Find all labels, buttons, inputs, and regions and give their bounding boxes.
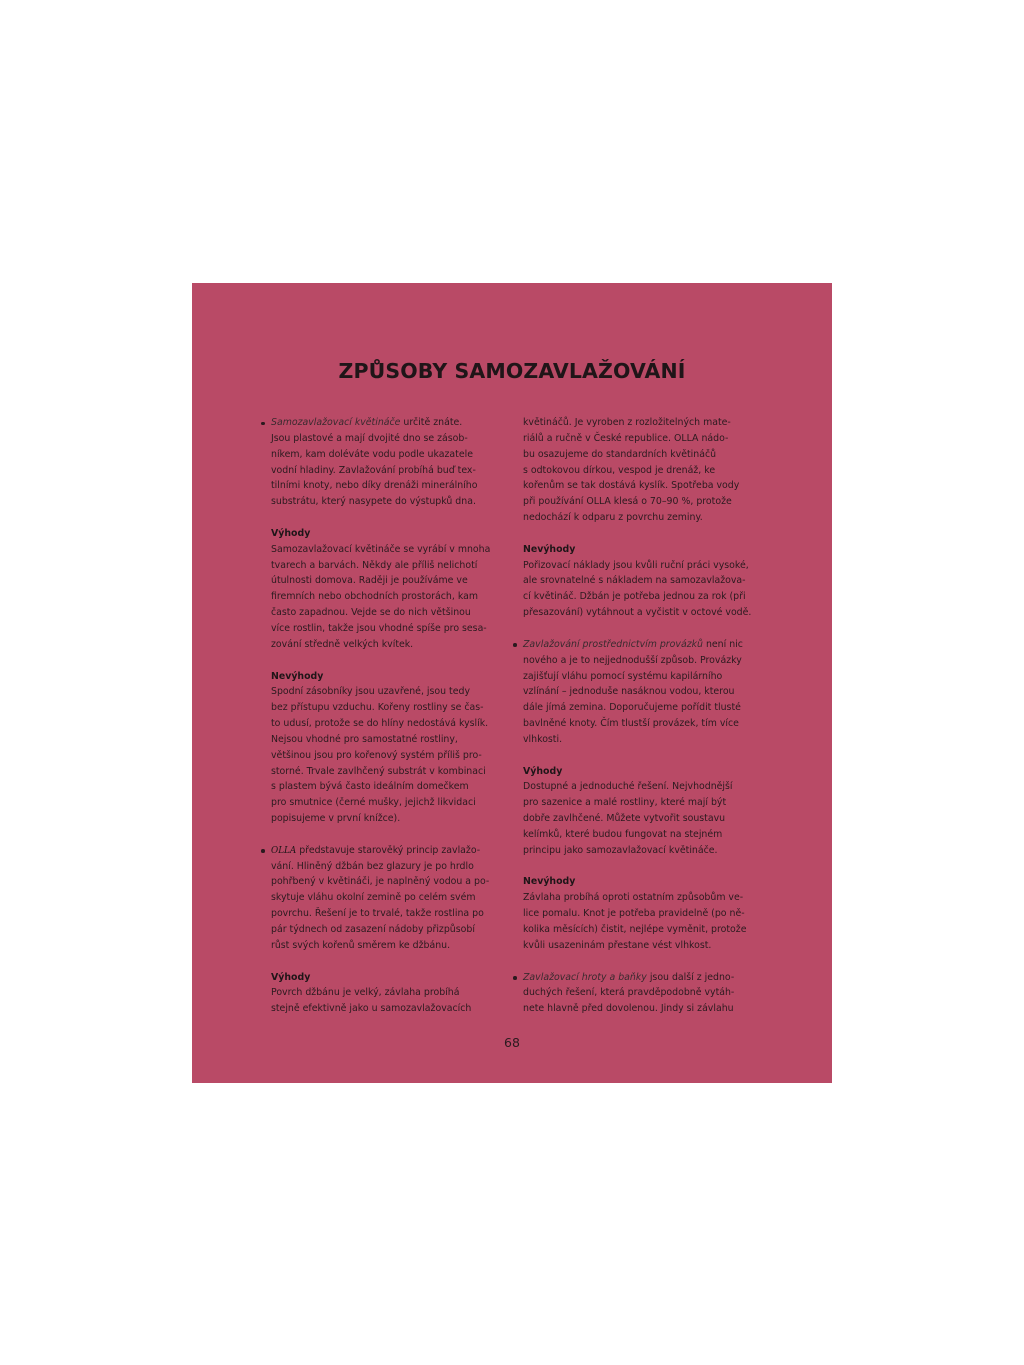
olla-brand-text: OLLA — [271, 845, 297, 856]
spacer — [523, 859, 763, 875]
body-text: květináčů. Je vyroben z rozložitelných mate- — [523, 417, 731, 428]
body-text: lice pomalu. Knot je potřeba pravidelně (po ně- — [523, 908, 745, 920]
body-text: pro smutnice (černé mušky, jejichž likvidaci — [271, 797, 476, 809]
body-text: často zapadnou. Vejde se do nich většinou — [271, 607, 471, 619]
body-text: bavlněné knoty. Čím tlustší provázek, tím více — [523, 718, 739, 730]
body-text: bu osazujeme do standardních květináčů — [523, 448, 717, 460]
body-text: tvarech a barvách. Někdy ale příliš nelichotí — [271, 559, 478, 571]
body-text: povrchu. Řešení je to trvalé, takže rostlina po — [271, 908, 484, 920]
body-text: vlhkosti. — [523, 733, 563, 745]
body-text: riálů a ručně v České republice. OLLA nádo- — [523, 432, 729, 444]
body-text: storné. Trvale zavlhčený substrát v kombinaci — [271, 765, 486, 777]
section-heading: Nevýhody — [271, 670, 324, 682]
body-text: útulnosti domova. Raději je používáme ve — [271, 575, 468, 587]
body-text: pro sazenice a malé rostliny, které mají být — [523, 797, 727, 809]
body-text: představuje starověký princip zavlažo- — [296, 844, 481, 856]
body-text: pár týdnech od zasazení nádoby přizpůsobí — [271, 924, 475, 935]
body-text: skytuje vláhu okolní zemině po celém svém — [271, 892, 476, 904]
body-text: Spodní zásobníky jsou uzavřené, jsou tedy — [271, 686, 470, 698]
spacer — [523, 621, 763, 637]
spacer — [271, 954, 511, 970]
book-page — [192, 283, 832, 1083]
emphasis-text: Zavlažovací hroty a baňky — [523, 971, 647, 983]
spacer — [271, 510, 511, 526]
list-item — [523, 637, 763, 653]
spacer — [523, 526, 763, 542]
page-title: ZPŮSOBY SAMOZAVLAŽOVÁNÍ — [338, 359, 686, 383]
list-item — [523, 970, 763, 986]
body-text: vání. Hliněný džbán bez glazury je po hrdlo — [271, 860, 474, 872]
body-text: principu jako samozavlažovací květináče. — [523, 844, 718, 856]
body-text: určitě znáte. — [400, 417, 463, 428]
spacer — [523, 748, 763, 764]
section-heading: Výhody — [271, 971, 311, 983]
list-item — [271, 415, 511, 431]
body-text: Pořizovací náklady jsou kvůli ruční práci vysoké, — [523, 559, 749, 571]
body-text: při používání OLLA klesá o 70–90 %, protože — [523, 496, 732, 508]
body-text: nete hlavně před dovolenou. Jindy si závlahu — [523, 1003, 734, 1015]
right-column — [523, 415, 763, 1017]
body-text: popisujeme v první knížce). — [271, 813, 401, 825]
body-text: nedochází k odparu z povrchu zeminy. — [523, 512, 703, 524]
body-text: Dostupné a jednoduché řešení. Nejvhodnější — [523, 781, 733, 793]
section-heading: Výhody — [523, 765, 563, 777]
spacer — [523, 954, 763, 970]
body-text: s plastem bývá často ideálním domečkem — [271, 781, 469, 793]
body-text: duchých řešení, která pravděpodobně vytáh- — [523, 987, 735, 999]
body-text: Závlaha probíhá oproti ostatním způsobům ve- — [523, 892, 744, 904]
section-heading: Nevýhody — [523, 876, 576, 888]
body-text: dále jímá zemina. Doporučujeme pořídit tlusté — [523, 702, 741, 714]
body-text: ale srovnatelné s nákladem na samozavlažova- — [523, 575, 746, 587]
body-text: kořenům se tak dostává kyslík. Spotřeba vody — [523, 480, 740, 492]
body-text: zajišťují vláhu pomocí systému kapilárního — [523, 670, 723, 682]
emphasis-text: Zavlažování prostřednictvím provázků — [523, 638, 703, 650]
list-item — [271, 843, 511, 859]
body-text: více rostlin, takže jsou vhodné spíše pro sesa- — [271, 622, 487, 634]
body-text: s odtokovou dírkou, vespod je drenáž, ke — [523, 464, 716, 476]
body-text: jsou další z jedno- — [646, 971, 735, 983]
body-text: vodní hladiny. Zavlažování probíhá buď tex- — [271, 464, 476, 476]
body-text: Jsou plastové a mají dvojité dno se zásob- — [271, 432, 468, 444]
section-heading: Nevýhody — [523, 543, 576, 555]
body-text: Povrch džbánu je velký, závlaha probíhá — [271, 987, 460, 999]
left-column — [271, 415, 511, 1017]
body-text: cí květináč. Džbán je potřeba jednou za rok (při — [523, 591, 746, 603]
body-text: bez přístupu vzduchu. Kořeny rostliny se čas- — [271, 702, 484, 714]
body-text: není nic — [702, 638, 743, 650]
spacer — [271, 827, 511, 843]
body-text: substrátu, který nasypete do výstupků dna. — [271, 496, 476, 508]
body-text: kelímků, které budou fungovat na stejném — [523, 828, 723, 840]
body-text: tilními knoty, nebo díky drenáži minerálního — [271, 480, 478, 492]
body-text: to udusí, protože se do hlíny nedostává kyslík. — [271, 718, 489, 730]
page-number: 68 — [504, 1035, 520, 1050]
body-text: níkem, kam doléváte vodu podle ukazatele — [271, 448, 473, 460]
body-text: firemních nebo obchodních prostorách, kam — [271, 591, 478, 603]
body-text: nového a je to nejjednodušší způsob. Provázky — [523, 654, 742, 666]
spacer — [271, 653, 511, 669]
body-text: pohřbený v květináči, je naplněný vodou a po- — [271, 876, 490, 888]
body-text: stejně efektivně jako u samozavlažovacích — [271, 1003, 472, 1015]
body-text: většinou jsou pro kořenový systém příliš pro- — [271, 749, 482, 761]
body-text: kolika měsících) čistit, nejlépe vyměnit, protože — [523, 924, 747, 935]
body-text: zování středně velkých kvítek. — [271, 638, 414, 650]
body-text: Samozavlažovací květináče se vyrábí v mnoha — [271, 543, 491, 555]
body-text: růst svých kořenů směrem ke džbánu. — [271, 939, 451, 951]
body-text: kvůli usazeninám přestane vést vlhkost. — [523, 939, 712, 951]
body-text: Nejsou vhodné pro samostatné rostliny, — [271, 733, 458, 745]
body-text: dobře zavlhčené. Můžete vytvořit soustavu — [523, 813, 726, 825]
emphasis-text: Samozavlažovací květináče — [271, 417, 401, 428]
body-text: přesazování) vytáhnout a vyčistit v octové vodě. — [523, 607, 752, 619]
section-heading: Výhody — [271, 527, 311, 539]
body-text: vzlínání – jednoduše nasáknou vodou, kterou — [523, 686, 735, 698]
